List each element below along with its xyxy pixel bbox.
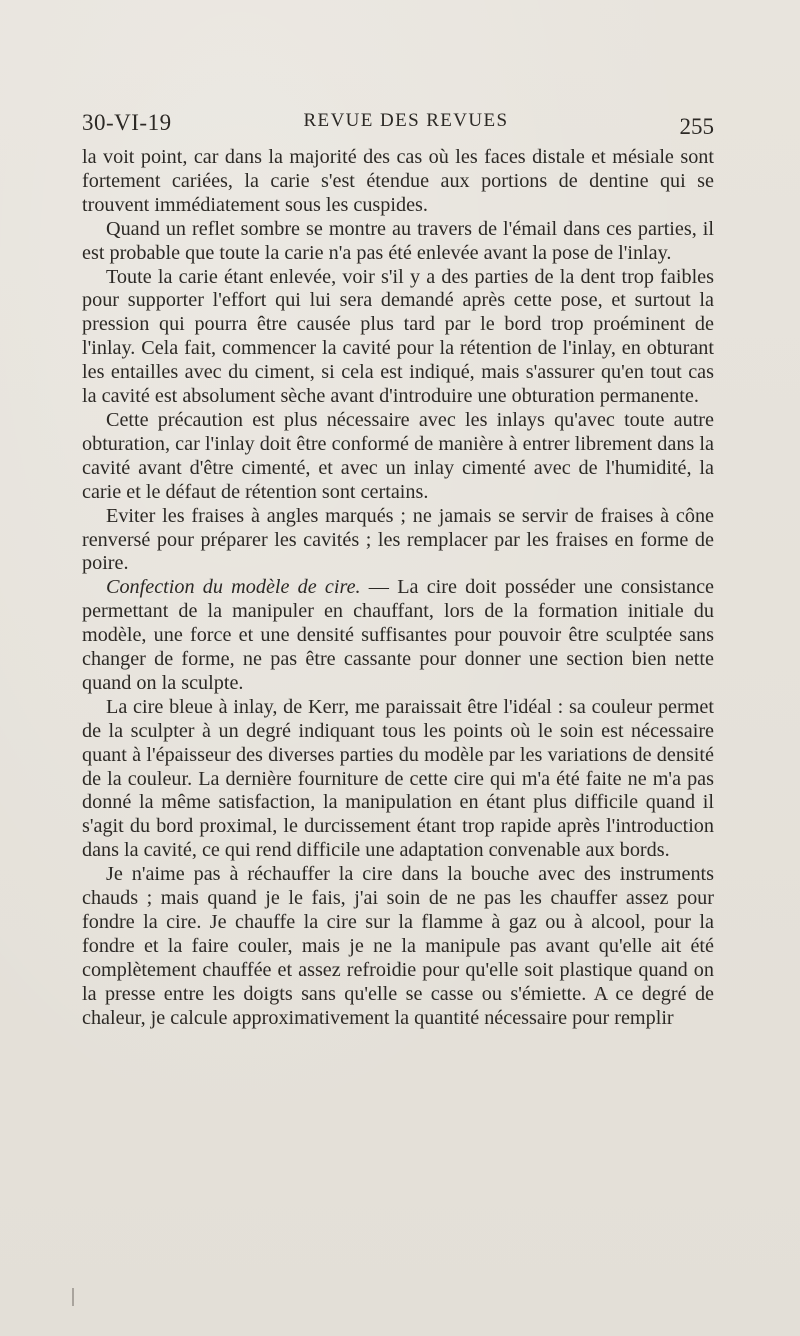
journal-title: REVUE DES REVUES xyxy=(303,110,509,131)
paragraph-1: la voit point, car dans la majorité des cas où les faces distale et mésiale sont fortement cariées, la carie s'est étendue aux portions de dentine qui se trouvent immédiatement sous les cuspides. xyxy=(82,146,714,216)
section-heading-wax-model: Confection du modèle de cire. xyxy=(106,576,361,599)
paragraph-2: Quand un reflet sombre se montre au travers de l'émail dans ces parties, il est probable que toute la carie n'a pas été enlevée avant la pose de l'inlay. xyxy=(82,217,714,264)
page-number: 255 xyxy=(679,114,714,139)
paragraph-7: La cire bleue à inlay, de Kerr, me paraissait être l'idéal : sa couleur permet de la sculpter à un degré indiquant tous les points où le soin est nécessaire quant à l'épaisseur des diverses parties du modèle par les variations de densité de la couleur. La dernière fourniture de cette cire qui m'a été faite ne m'a pas donné la même satisfaction, la manipulation en étant plus difficile quand il s'agit du bord proximal, le durcissement étant trop rapide après l'introduction dans la cavité, ce qui rend difficile une adaptation convenable aux bords. xyxy=(82,695,714,862)
paragraph-5: Eviter les fraises à angles marqués ; ne jamais se servir de fraises à cône renversé pour préparer les cavités ; les remplacer par les fraises en forme de poire. xyxy=(82,504,714,575)
body-text xyxy=(82,146,714,1031)
paragraph-8: Je n'aime pas à réchauffer la cire dans la bouche avec des instruments chauds ; mais quand je le fais, j'ai soin de ne pas les chauffer assez pour fondre la cire. Je chauffe la cire sur la flamme à gaz ou à alcool, pour la fondre et la faire couler, mais je ne la manipule pas avant qu'elle ait été complètement chauffée et assez refroidie pour qu'elle soit plastique quand on la presse entre les doigts sans qu'elle se casse ou s'émiette. A ce degré de chaleur, je calcule approximativement la quantité nécessaire pour remplir xyxy=(82,863,714,1029)
paragraph-3: Toute la carie étant enlevée, voir s'il y a des parties de la dent trop faibles pour supporter l'effort qui lui sera demandé après cette pose, et surtout la pression qui pourra être causée plus tard par le bord trop proéminent de l'inlay. Cela fait, commencer la cavité pour la rétention de l'inlay, en obturant les entailles avec du ciment, si cela est indiqué, mais s'assurer qu'en tout cas la cavité est absolument sèche avant d'introduire une obturation permanente. xyxy=(82,265,714,408)
paragraph-6-text: — La cire doit posséder une consistance permettant de la manipuler en chauffant, lors de la formation initiale du modèle, une force et une densité suffisantes pour pouvoir être sculptée sans changer de forme, ne pas être cassante pour donner une section bien nette quand on la sculpte. xyxy=(82,576,714,694)
paragraph-4: Cette précaution est plus nécessaire avec les inlays qu'avec toute autre obturation, car l'inlay doit être conformé de manière à entrer librement dans la cavité avant d'être cimenté, et avec un inlay cimenté avec de l'humidité, la carie et le défaut de rétention sont certains. xyxy=(82,408,714,503)
issue-date: 30-VI-19 xyxy=(82,110,172,135)
page-edge-mark xyxy=(72,1288,74,1306)
running-head xyxy=(82,110,714,140)
paragraph-6 xyxy=(82,576,714,696)
